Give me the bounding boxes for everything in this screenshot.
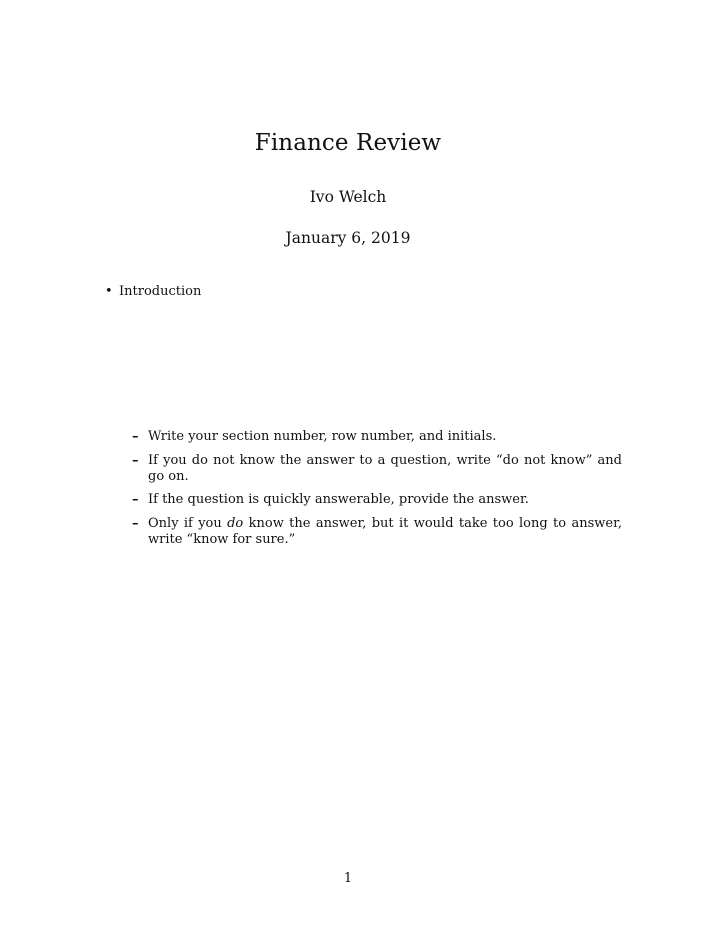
bullet-icon: •: [105, 284, 113, 299]
document-title: Finance Review: [254, 130, 442, 156]
dash-icon: –: [132, 429, 139, 444]
list-item: [132, 429, 622, 445]
list-item-text: Only if you do know the answer, but it would take too long to answer, write “know for sure.”: [148, 515, 622, 547]
bullet-label: Introduction: [119, 284, 202, 299]
list-item-text: If you do not know the answer to a question, write “do not know” and go on.: [148, 452, 622, 484]
list-item: [132, 492, 622, 508]
list-item-text: Write your section number, row number, and initials.: [148, 429, 497, 444]
instruction-list: [132, 429, 622, 555]
page-number: 1: [343, 871, 353, 886]
dash-icon: –: [132, 515, 139, 531]
document-author: Ivo Welch: [309, 188, 387, 206]
list-item: [132, 516, 622, 548]
document-date: January 6, 2019: [285, 229, 411, 247]
list-item-text: If the question is quickly answerable, provide the answer.: [148, 492, 529, 507]
dash-icon: –: [132, 452, 139, 468]
bullet-item-introduction: [105, 284, 201, 299]
list-item: [132, 453, 622, 485]
dash-icon: –: [132, 492, 139, 507]
